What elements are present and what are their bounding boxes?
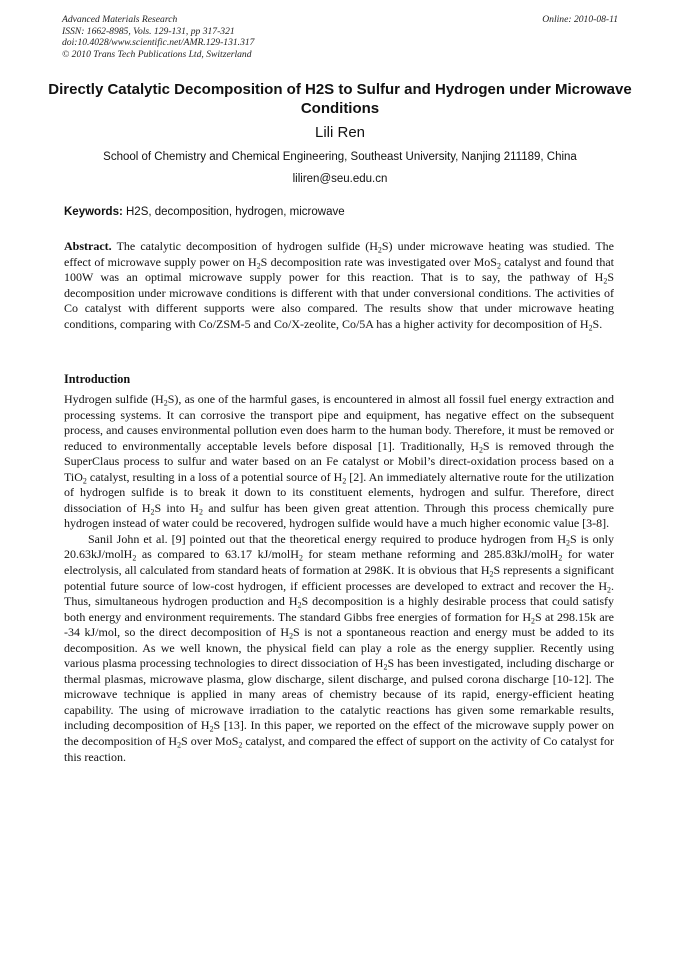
- abstract-label: Abstract.: [64, 239, 112, 253]
- intro-paragraph-1: Hydrogen sulfide $(H_2S)$, as one of the harmful gases, is encountered in almost all fossil fuel energy extraction and processing systems. It can corrosive the transport pipe and equipment, has negative effect on the subsequent process, and causes environmental pollution even does harm to the human body. Therefore, it must be removed or reduced to environmentally acceptable levels before disposal [1]. Traditionally, $H_2S$ is removed through the SuperClaus process to sulfur and water based on an Fe catalyst or Mobil’s direct-oxidation process based on a TiO$_2$ catalyst, resulting in a loss of a potential source of $H_2$ [2]. An immediately alternative route for the utilization of hydrogen sulfide is to break it down to its constituent elements, hydrogen and sulfur. Therefore, direct dissociation of $H_2S$ into $H_2$ and sulfur has been given great attention. Through this process chemically pure hydrogen instead of water could be recovered, hydrogen sulfide would have a much higher economic value [3-8].: [64, 392, 615, 531]
- issn-line: ISSN: 1662-8985, Vols. 129-131, pp 317-321: [62, 25, 235, 37]
- journal-info: [62, 14, 618, 60]
- intro-paragraph-2: Sanil John et al. [9] pointed out that the theoretical energy required to produce hydrogen from $H_2S$ is only 20.63kJ/molH$_2$ as compared to 63.17 kJ/molH$_2$ for steam methane reforming and 285.83kJ/molH$_2$ for water electrolysis, all calculated from standard heats of formation at 298K. It is obvious that $H_2S$ represents a significant potential future source of low-cost hydrogen, if efficient processes are developed to extract and recover the $H_2$. Thus, simultaneous hydrogen production and $H_2S$ decomposition is a highly desirable process that could satisfy both energy and environment requirements. The standard Gibbs free energies of formation for $H_2S$ at 298.15k are -34 kJ/mol, so the direct decomposition of $H_2S$ is not a spontaneous reaction and energy must be added to its decomposition. As we well known, the physical field can play a role as the energy supplier. Recently using various plasma processing technologies to direct dissociation of $H_2S$ has been investigated, including discharge or thermal plasmas, microwave plasma, glow discharge, silent discharge, and pulsed corona discharge [10-12]. The microwave technique is applied in many areas of chemistry because of its rapid, energy-efficient heating capability. The using of microwave irradiation to the catalytic reactions has given some remarkable results, including decomposition of $H_2S$ [13]. In this paper, we reported on the effect of the microwave supply power on the decomposition of $H_2S$ over MoS$_2$ catalyst, and compared the effect of support on the activity of Co catalyst for this reaction.: [64, 531, 615, 764]
- author-name: Lili Ren: [314, 124, 366, 141]
- doi-line: doi:10.4028/www.scientific.net/AMR.129-131.317: [62, 37, 255, 49]
- journal-header: [62, 14, 618, 60]
- author-email: liliren@seu.edu.cn: [292, 173, 388, 185]
- online-date: Online: 2010-08-11: [542, 14, 618, 25]
- keywords-text: H2S, decomposition, hydrogen, microwave: [126, 206, 345, 218]
- abstract-paragraph: Abstract. The catalytic decomposition of hydrogen sulfide $(H_2S)$ under microwave heating was studied. The effect of microwave supply power on $H_2S$ decomposition rate was investigated over MoS$_2$ catalyst and found that 100W was an optimal microwave supply power for this reaction. That is to say, the pathway of $H_2S$ decomposition under microwave conditions is different with that under conversional conditions. The activities of Co catalyst with different supports were also compared. The results show that under microwave heating conditions, comparing with Co/ZSM-5 and Co/X-zeolite, Co/5A has a higher activity for decomposition of $H_2S$.: [64, 239, 614, 333]
- section-heading-introduction: Introduction: [64, 372, 131, 386]
- copyright-line: © 2010 Trans Tech Publications Ltd, Switzerland: [62, 48, 252, 60]
- keywords-line: [64, 205, 624, 219]
- introduction-body: [64, 392, 614, 765]
- paper-title: Directly Catalytic Decomposition of H2S to Sulfur and Hydrogen under Microwave Conditions: [48, 81, 632, 117]
- journal-name: Advanced Materials Research: [62, 14, 178, 25]
- keywords-label: Keywords:: [64, 206, 123, 218]
- affiliation: School of Chemistry and Chemical Engineering, Southeast University, Nanjing 211189, China: [103, 151, 577, 163]
